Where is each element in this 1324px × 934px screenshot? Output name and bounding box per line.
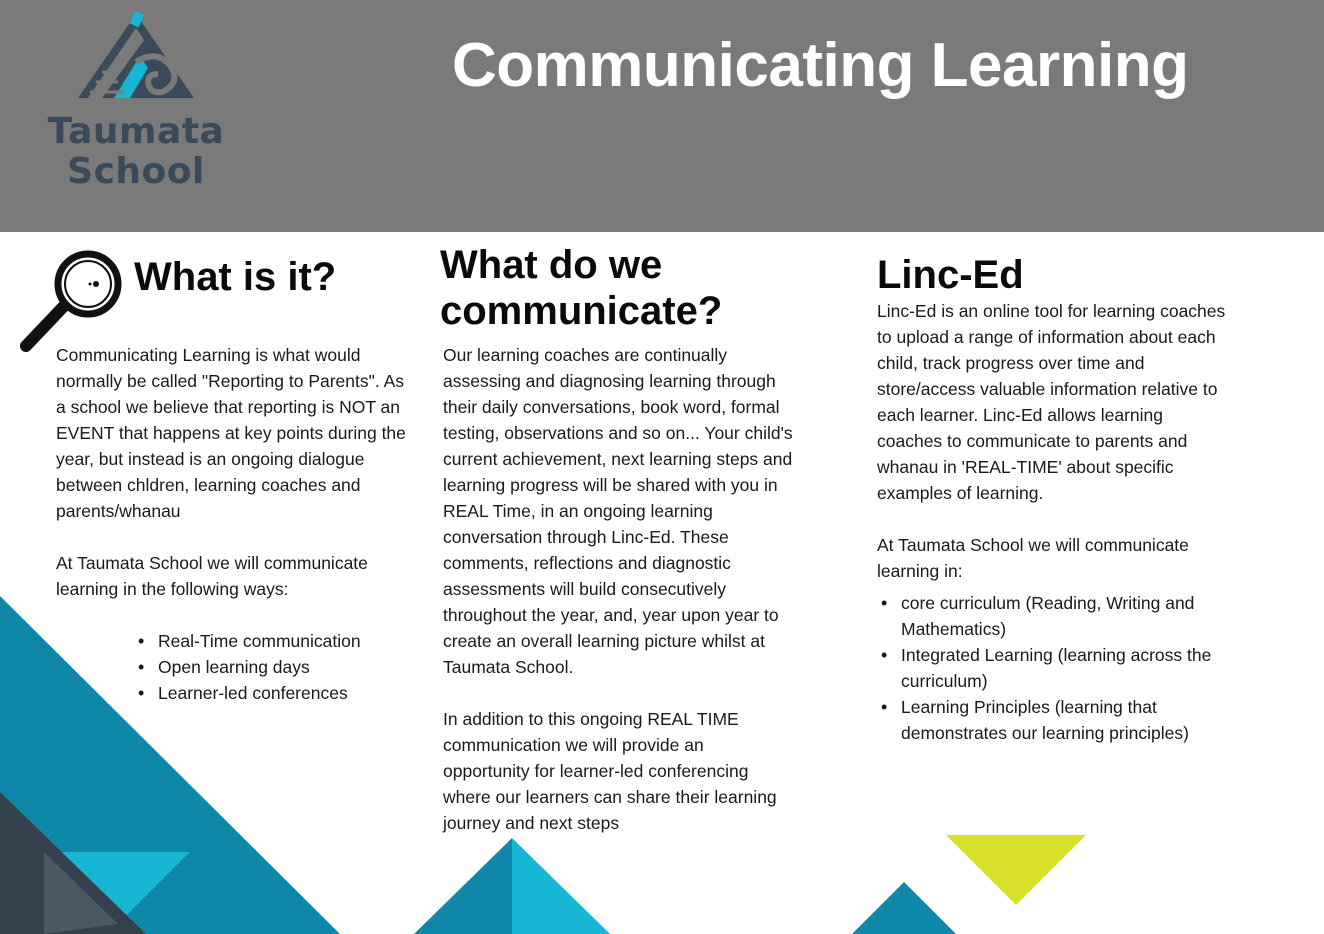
title-line-1: What do we <box>440 243 663 287</box>
linc-ed-paragraph-2: At Taumata School we will communicate learning in: <box>877 535 1189 581</box>
what-is-it-paragraph-1: Communicating Learning is what would normally be called "Reporting to Parents". As a school we believe that reporting is NOT an EVENT that happens at key points during the year, but instead is an ongoing dialogue between chldren, learning coaches and parents/whanau <box>56 345 406 521</box>
title-line-2: communicate? <box>440 289 723 333</box>
logo-line-2: School <box>67 151 205 192</box>
column-what-is-it <box>56 254 416 706</box>
list-item: • Learner-led conferences <box>134 680 416 706</box>
column-what-we-communicate <box>440 242 800 836</box>
curriculum-list <box>877 590 1229 746</box>
center-light-triangle <box>512 838 610 934</box>
column-linc-ed <box>877 252 1229 746</box>
list-item: • Integrated Learning (learning across the curriculum) <box>877 642 1229 694</box>
section-title-linc-ed: Linc-Ed <box>877 253 1024 297</box>
section-title-what-is-it: What is it? <box>134 255 337 299</box>
page-title: Communicating Learning <box>452 31 1189 100</box>
logo-line-1: Taumata <box>47 111 225 152</box>
list-item: • Real-Time communication <box>134 628 416 654</box>
lime-triangle <box>946 835 1086 905</box>
section-title-what-we-communicate <box>440 242 800 334</box>
what-is-it-paragraph-2: At Taumata School we will communicate learning in the following ways: <box>56 553 368 599</box>
communicate-paragraph-1: Our learning coaches are continually assessing and diagnosing learning through their daily conversations, book word, formal testing, observations and so on... Your child's current achievement, next learning steps and learning progress will be shared with you in REAL Time, in an ongoing learning conversation through Linc-Ed. These comments, reflections and diagnostic assessments will build consecutively throughout the year, and, year upon year to create an overall learning picture whilst at Taumata School. <box>443 345 793 677</box>
center-dark-triangle <box>414 838 512 934</box>
right-teal-triangle <box>852 882 956 934</box>
ways-list <box>134 628 416 706</box>
list-item: • Open learning days <box>134 654 416 680</box>
list-item: • Learning Principles (learning that demonstrates our learning principles) <box>877 694 1229 746</box>
linc-ed-paragraph-1: Linc-Ed is an online tool for learning coaches to upload a range of information about each child, track progress over time and store/access valuable information relative to each learner. Linc-Ed allows learning coaches to communicate to parents and whanau in 'REAL-TIME' about specific examples of learning. <box>877 301 1226 503</box>
communicate-paragraph-2: In addition to this ongoing REAL TIME communication we will provide an opportunity for learner-led conferencing where our learners can share their learning journey and next steps <box>443 709 777 833</box>
list-item: • core curriculum (Reading, Writing and Mathematics) <box>877 590 1229 642</box>
